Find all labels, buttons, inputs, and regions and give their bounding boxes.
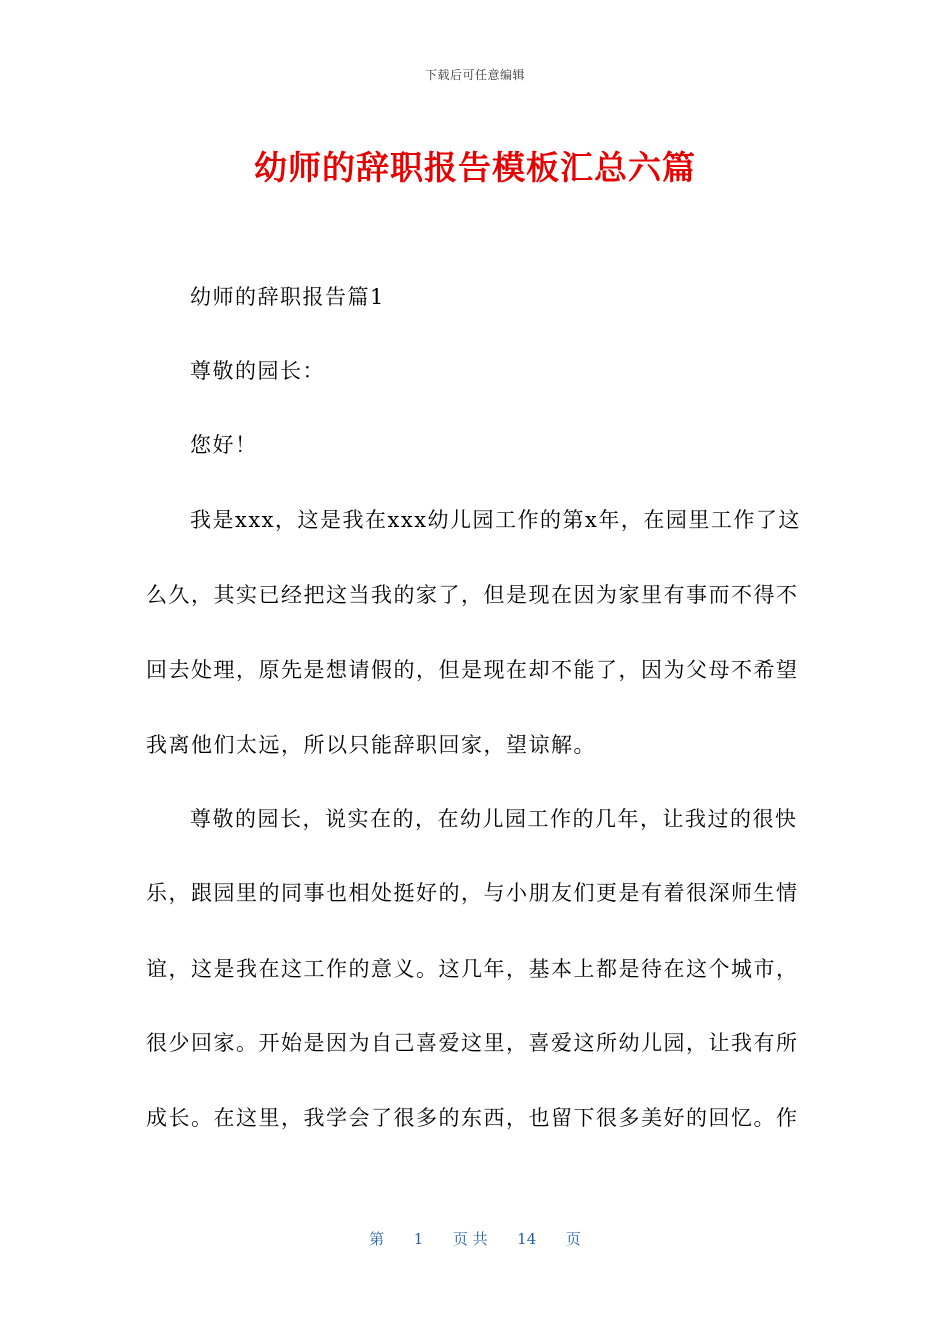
salutation: 尊敬的园长： (190, 359, 325, 383)
document-title: 幼师的辞职报告模板汇总六篇 (254, 148, 696, 187)
paragraph-line: 尊敬的园长，说实在的，在幼儿园工作的几年，让我过的很快 (190, 807, 798, 831)
paragraph-line: 我离他们太远，所以只能辞职回家，望谅解。 (146, 733, 596, 757)
paragraph-line: 谊，这是我在这工作的意义。这几年，基本上都是待在这个城市， (146, 957, 799, 981)
paragraph-line: 么久，其实已经把这当我的家了，但是现在因为家里有事而不得不 (146, 583, 799, 607)
footer-middle: 页 共 (452, 1230, 488, 1248)
paragraph-line: 成长。在这里，我学会了很多的东西，也留下很多美好的回忆。作 (146, 1106, 799, 1130)
paragraph-line: 很少回家。开始是因为自己喜爱这里，喜爱这所幼儿园，让我有所 (146, 1031, 799, 1055)
footer-total-pages: 14 (517, 1230, 537, 1248)
header-note: 下载后可任意编辑 (424, 68, 525, 82)
footer-prefix: 第 (369, 1230, 385, 1248)
footer-current-page: 1 (413, 1230, 424, 1248)
paragraph-line: 我是xxx，这是我在xxx幼儿园工作的第x年，在园里工作了这 (190, 508, 801, 532)
paragraph-line: 回去处理，原先是想请假的，但是现在却不能了，因为父母不希望 (146, 658, 799, 682)
footer-suffix: 页 (565, 1230, 581, 1248)
paragraph-line: 乐，跟园里的同事也相处挺好的，与小朋友们更是有着很深师生情 (146, 881, 799, 905)
greeting: 您好！ (190, 433, 258, 457)
page-footer (0, 1228, 950, 1249)
section-heading: 幼师的辞职报告篇1 (190, 285, 385, 309)
